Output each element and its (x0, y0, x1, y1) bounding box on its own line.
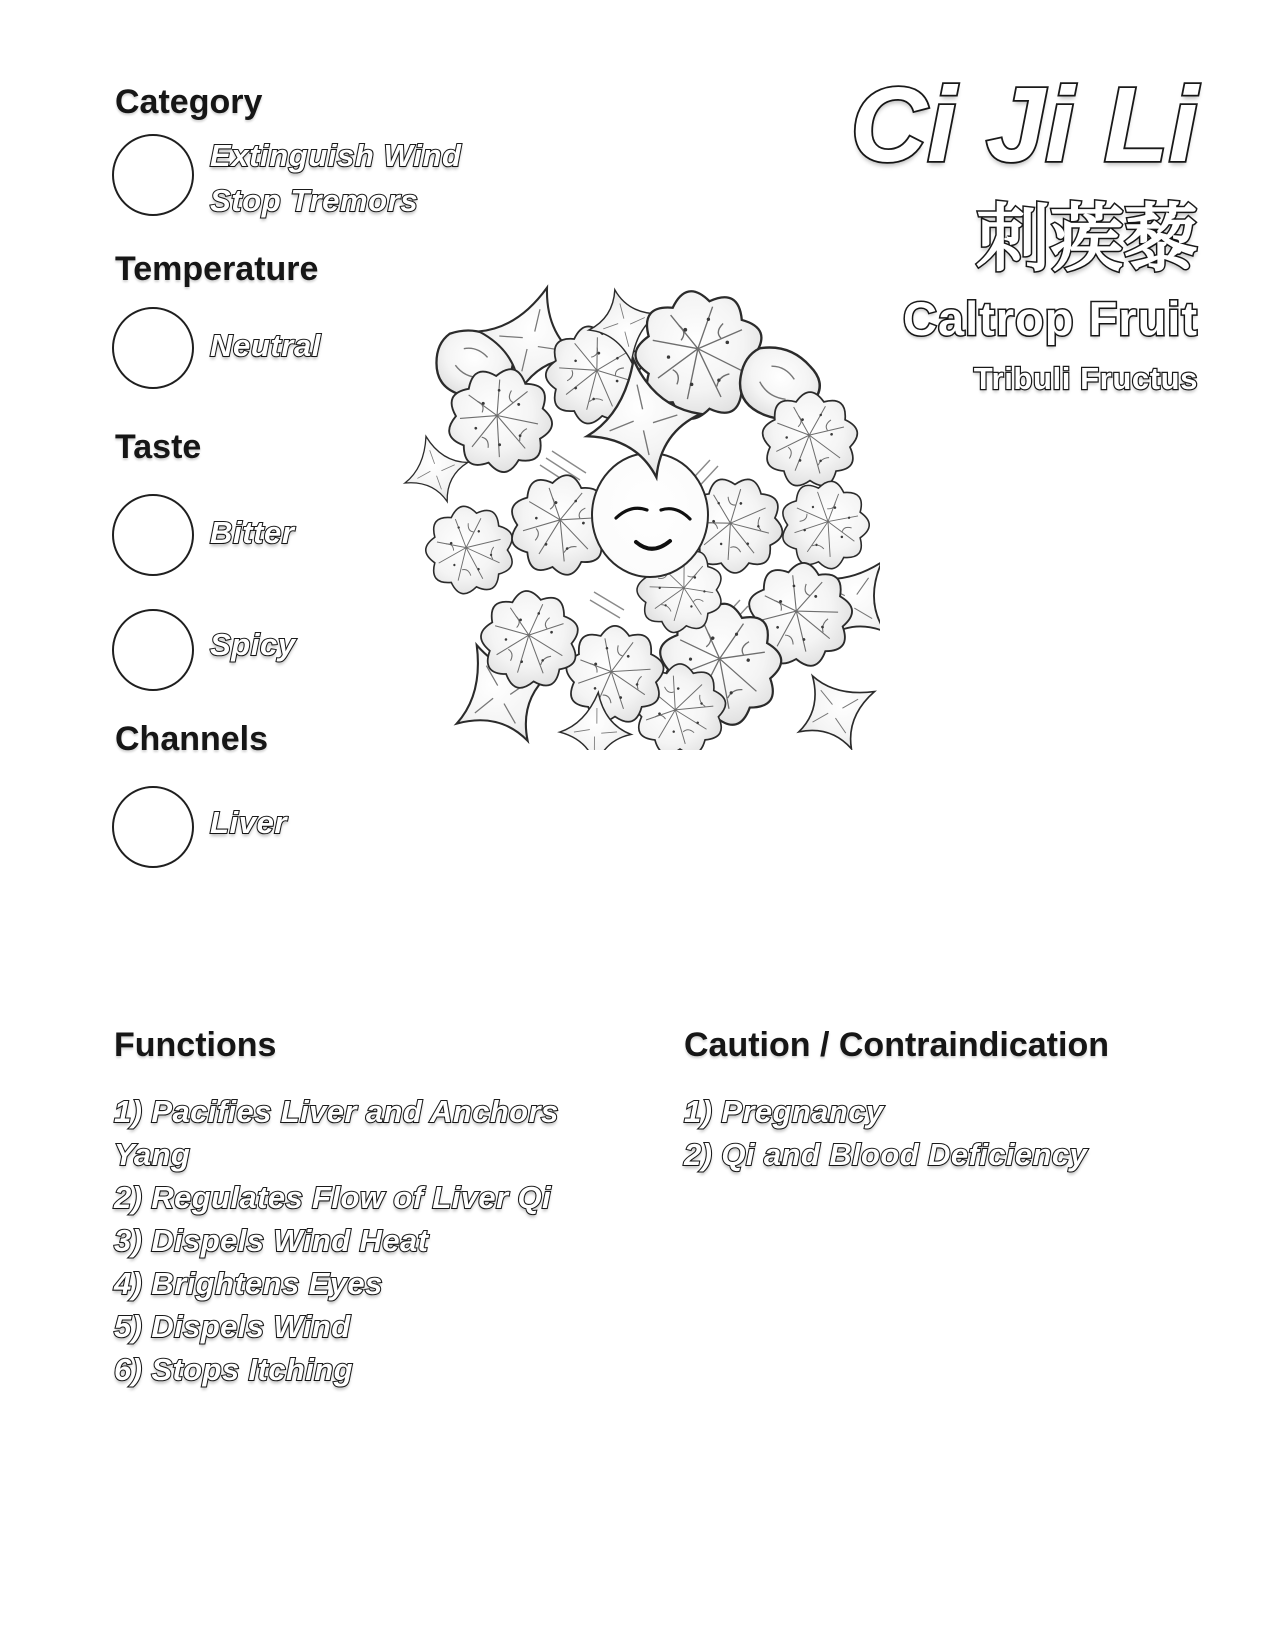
taste-value-bitter: Bitter (210, 515, 295, 550)
herb-title-pinyin: Ci Ji Li (850, 66, 1198, 184)
herb-title-chinese: 刺蒺藜 (976, 197, 1198, 280)
function-item-5: 5) Dispels Wind (114, 1309, 351, 1344)
channels-bubble-liver (112, 786, 194, 868)
face-fruit-body (592, 453, 708, 577)
function-item-2: 2) Regulates Flow of Liver Qi (114, 1180, 552, 1215)
temperature-heading: Temperature (115, 250, 319, 288)
function-item-6: 6) Stops Itching (114, 1352, 353, 1387)
channels-value-liver: Liver (210, 805, 288, 840)
category-value-line1: Extinguish Wind (210, 138, 462, 173)
taste-heading: Taste (115, 428, 202, 466)
temperature-value: Neutral (210, 328, 322, 363)
caution-heading: Caution / Contraindication (684, 1026, 1109, 1064)
function-item-1: 1) Pacifies Liver and Anchors Yang (114, 1094, 559, 1172)
category-bubble (112, 134, 194, 216)
caution-item-1: 1) Pregnancy (684, 1094, 884, 1129)
channels-heading: Channels (115, 720, 269, 758)
caution-item-2: 2) Qi and Blood Deficiency (684, 1137, 1088, 1172)
caution-list (684, 1090, 1244, 1176)
caltrop-illustration (380, 270, 880, 750)
function-item-4: 4) Brightens Eyes (114, 1266, 383, 1301)
functions-list (114, 1090, 614, 1391)
herb-title-latin: Tribuli Fructus (973, 361, 1198, 396)
temperature-bubble (112, 307, 194, 389)
category-heading: Category (115, 83, 263, 121)
function-item-3: 3) Dispels Wind Heat (114, 1223, 429, 1258)
functions-heading: Functions (114, 1026, 277, 1064)
taste-bubble-bitter (112, 494, 194, 576)
category-value (210, 133, 462, 223)
herb-title-english: Caltrop Fruit (903, 292, 1198, 345)
taste-bubble-spicy (112, 609, 194, 691)
taste-value-spicy: Spicy (210, 627, 296, 662)
category-value-line2: Stop Tremors (210, 183, 419, 218)
